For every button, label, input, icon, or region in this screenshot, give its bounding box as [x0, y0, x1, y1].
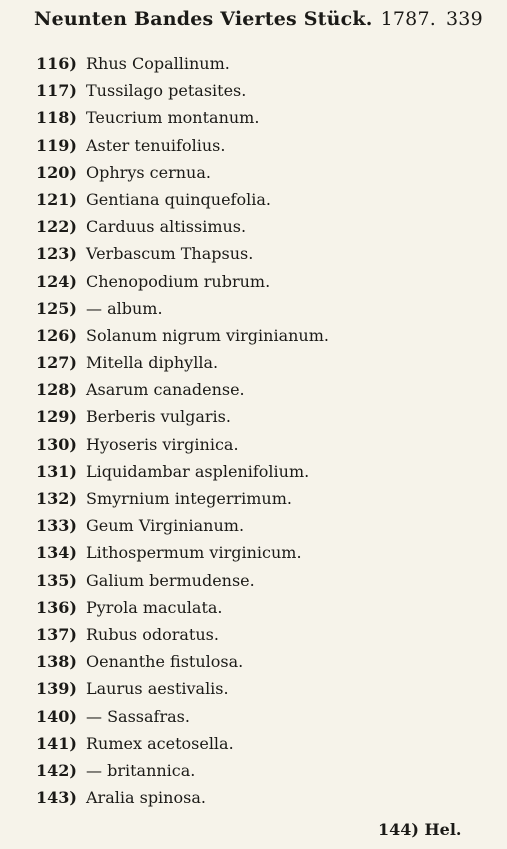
entry-number: 143): [36, 788, 77, 808]
entry-name: Solanum nigrum virginianum.: [86, 325, 329, 345]
list-item: [36, 240, 476, 267]
entry-number: 131): [36, 461, 77, 481]
entry-name: Aster tenuifolius.: [86, 135, 226, 155]
list-item: [36, 485, 476, 512]
entry-number: 123): [36, 244, 77, 264]
entry-name: Tussilago petasites.: [86, 81, 247, 101]
list-item: [36, 730, 476, 757]
entry-number: 129): [36, 407, 77, 427]
list-item: [36, 403, 476, 430]
entry-name: Smyrnium integerrimum.: [86, 489, 292, 508]
entry-name: Teucrium montanum.: [86, 108, 260, 128]
list-item: [36, 431, 476, 458]
entry-number: 130): [36, 434, 77, 454]
entry-number: 138): [36, 652, 77, 672]
entry-number: 120): [36, 162, 77, 182]
list-item: [36, 349, 476, 376]
entry-number: 116): [36, 54, 77, 73]
entry-name: Ophrys cernua.: [86, 162, 211, 182]
entry-number: 118): [36, 108, 77, 128]
list-item: [36, 594, 476, 621]
entry-number: 119): [36, 135, 77, 155]
list-item: [36, 295, 476, 322]
list-item: [36, 567, 476, 594]
entry-number: 117): [36, 81, 77, 101]
plant-list: [36, 50, 476, 811]
entry-name: Oenanthe fistulosa.: [86, 652, 244, 672]
list-item: [36, 757, 476, 784]
list-item: [36, 77, 476, 104]
entry-number: 121): [36, 189, 77, 209]
entry-name: Mitella diphylla.: [86, 353, 219, 373]
entry-number: 142): [36, 760, 77, 780]
entry-name: — album.: [86, 298, 163, 318]
entry-number: 128): [36, 380, 77, 400]
entry-name: Geum Virginianum.: [86, 516, 245, 536]
entry-name: Verbascum Thapsus.: [86, 244, 254, 264]
list-item: [36, 186, 476, 213]
entry-number: 134): [36, 543, 77, 563]
entry-number: 139): [36, 679, 77, 699]
list-item: [36, 784, 476, 811]
entry-name: Pyrola maculata.: [86, 597, 223, 617]
entry-name: — Sassafras.: [86, 706, 190, 726]
list-item: [36, 539, 476, 566]
entry-number: 124): [36, 271, 77, 291]
list-item: [36, 648, 476, 675]
entry-name: Gentiana quinquefolia.: [86, 189, 271, 209]
header-title: Neunten Bandes Viertes Stück.: [34, 8, 373, 30]
entry-name: Liquidambar asplenifolium.: [86, 461, 310, 481]
entry-number: 132): [36, 489, 77, 508]
entry-name: Chenopodium rubrum.: [86, 271, 271, 291]
entry-number: 126): [36, 325, 77, 345]
list-item: [36, 322, 476, 349]
page-number: 339: [446, 8, 483, 30]
catchword: 144) Hel.: [378, 820, 462, 839]
entry-name: Aralia spinosa.: [86, 788, 206, 808]
entry-number: 127): [36, 353, 77, 373]
header-year: 1787.: [380, 8, 437, 30]
entry-name: — britannica.: [86, 760, 196, 780]
list-item: [36, 621, 476, 648]
list-item: [36, 50, 476, 77]
entry-number: 133): [36, 516, 77, 536]
running-header: [34, 8, 483, 40]
entry-name: Rubus odoratus.: [86, 624, 219, 644]
entry-name: Berberis vulgaris.: [86, 407, 231, 427]
list-item: [36, 213, 476, 240]
entry-number: 125): [36, 298, 77, 318]
list-item: [36, 512, 476, 539]
entry-name: Galium bermudense.: [86, 570, 255, 590]
list-item: [36, 132, 476, 159]
entry-number: 135): [36, 570, 77, 590]
list-item: [36, 376, 476, 403]
entry-number: 141): [36, 733, 77, 753]
entry-name: Hyoseris virginica.: [86, 434, 239, 454]
list-item: [36, 675, 476, 702]
entry-number: 140): [36, 706, 77, 726]
entry-number: 136): [36, 597, 77, 617]
entry-name: Asarum canadense.: [86, 380, 245, 400]
entry-name: Rumex acetosella.: [86, 733, 234, 753]
entry-number: 122): [36, 217, 77, 237]
entry-name: Rhus Copallinum.: [86, 54, 230, 73]
entry-name: Laurus aestivalis.: [86, 679, 229, 699]
list-item: [36, 268, 476, 295]
list-item: [36, 458, 476, 485]
entry-name: Lithospermum virginicum.: [86, 543, 302, 563]
list-item: [36, 159, 476, 186]
entry-number: 137): [36, 624, 77, 644]
list-item: [36, 104, 476, 131]
entry-name: Carduus altissimus.: [86, 217, 247, 237]
list-item: [36, 703, 476, 730]
